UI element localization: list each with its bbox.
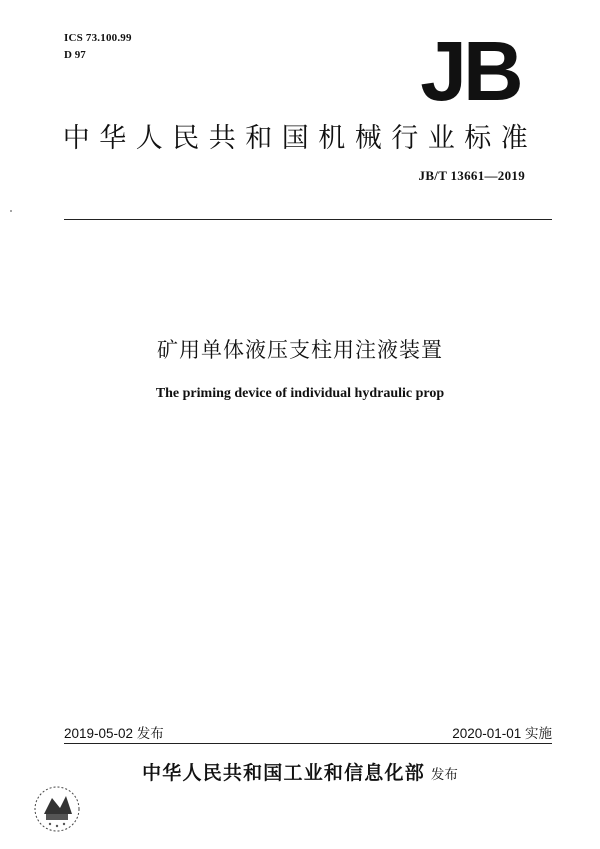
publisher-stamp-icon: [32, 784, 82, 834]
bottom-divider: [64, 743, 552, 744]
implementation-date: 2020-01-01 实施: [452, 726, 552, 741]
jb-logo: [410, 28, 530, 106]
standard-number: JB/T 13661—2019: [418, 168, 525, 183]
ics-code: ICS 73.100.99: [64, 32, 132, 44]
svg-text:JB: JB: [420, 28, 520, 106]
document-title-chinese: 矿用单体液压支柱用注液装置: [157, 338, 443, 362]
issue-date: 2019-05-02 发布: [64, 726, 164, 741]
issuer-name: 中华人民共和国工业和信息化部: [142, 762, 425, 784]
issuer-line: [0, 758, 600, 785]
issuer-suffix: 发布: [430, 767, 458, 783]
document-title-english: The priming device of individual hydraulic prop: [155, 386, 445, 401]
ccs-code: D 97: [64, 49, 86, 61]
scan-speck: [10, 210, 12, 212]
top-divider: [64, 219, 552, 220]
standard-organization-title: 中华人民共和国机械行业标准: [62, 123, 538, 154]
